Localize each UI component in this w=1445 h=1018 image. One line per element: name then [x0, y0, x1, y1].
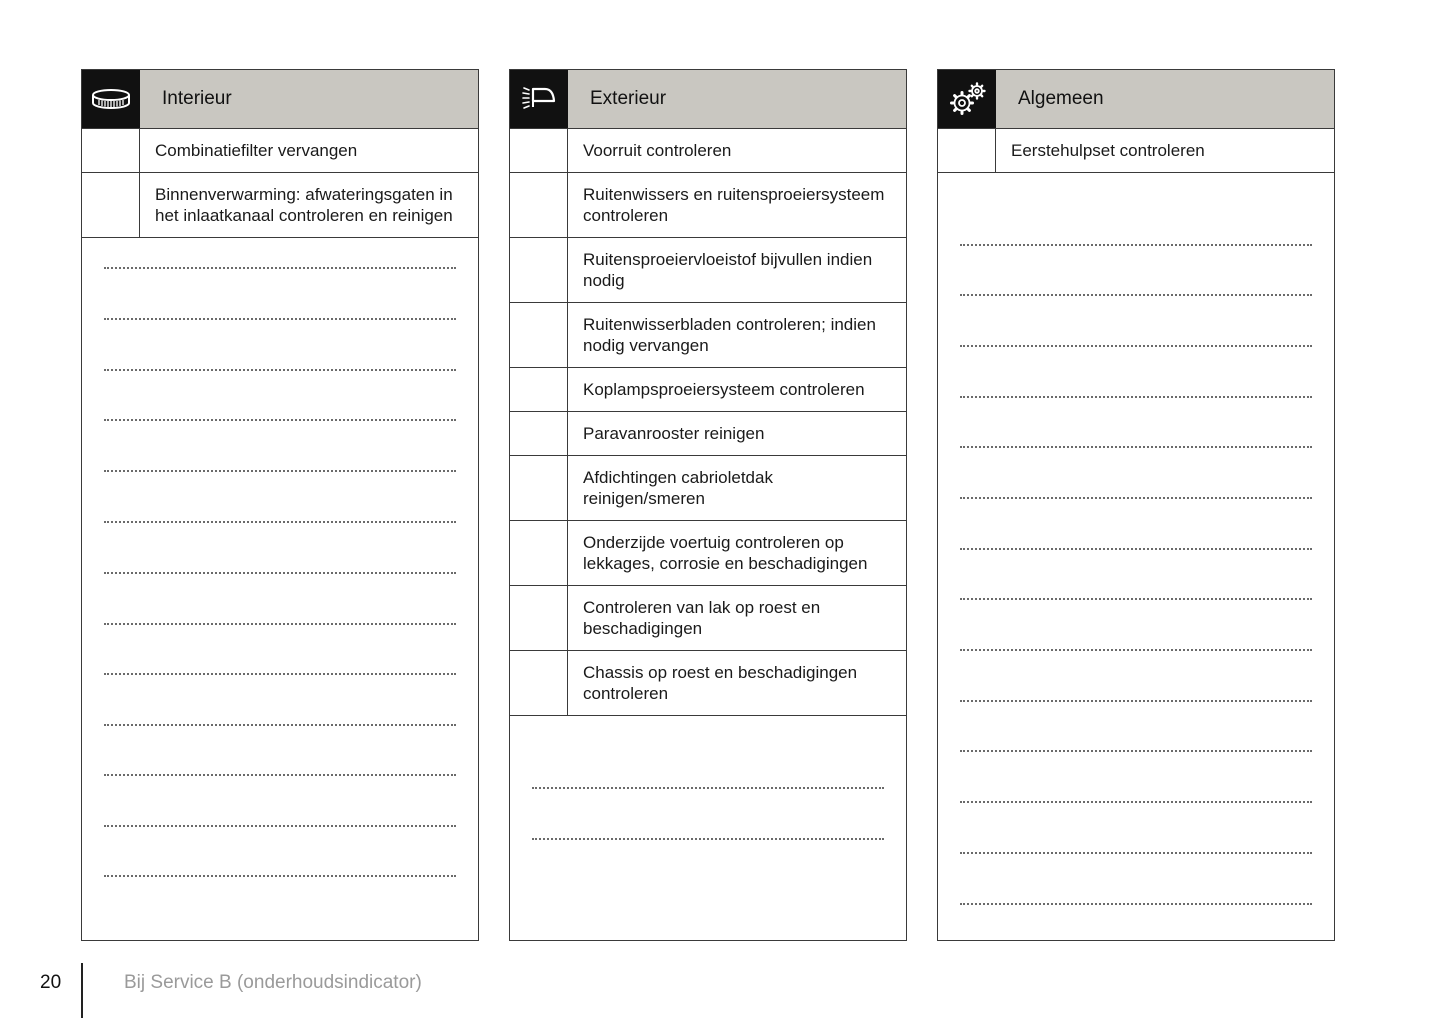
checkbox-cell[interactable]	[510, 303, 568, 367]
checklist-row	[510, 368, 906, 412]
note-line	[104, 623, 456, 625]
checkbox-cell[interactable]	[510, 238, 568, 302]
checkbox-cell[interactable]	[82, 173, 140, 237]
note-line	[960, 396, 1312, 398]
note-line	[960, 446, 1312, 448]
note-line	[532, 838, 884, 840]
note-line	[960, 852, 1312, 854]
note-line	[960, 598, 1312, 600]
task-label: Koplampsproeiersysteem controleren	[583, 380, 865, 399]
note-line	[960, 244, 1312, 246]
note-line	[104, 521, 456, 523]
task-label: Onderzijde voertuig controleren op lekkages, corrosie en beschadigingen	[583, 533, 868, 573]
panel-header	[82, 70, 478, 129]
note-line	[960, 294, 1312, 296]
note-line	[960, 903, 1312, 905]
note-line	[960, 548, 1312, 550]
note-line	[104, 267, 456, 269]
panel-title: Interieur	[140, 70, 478, 128]
note-line	[104, 419, 456, 421]
task-label: Ruitensproeiervloeistof bijvullen indien nodig	[583, 250, 873, 290]
task-label: Chassis op roest en beschadigingen controleren	[583, 663, 858, 703]
task-label: Eerstehulpset controleren	[1011, 141, 1205, 160]
checklist-row	[510, 456, 906, 521]
task-label: Voorruit controleren	[583, 141, 732, 160]
checkbox-cell[interactable]	[510, 368, 568, 411]
note-line	[960, 750, 1312, 752]
checkbox-cell[interactable]	[510, 129, 568, 172]
checklist-row	[510, 173, 906, 238]
panel-interieur	[81, 69, 479, 941]
panel-exterieur	[509, 69, 907, 941]
note-line	[960, 700, 1312, 702]
task-label: Ruitenwisserbladen controleren; indien nodig vervangen	[583, 315, 876, 355]
checklist-row	[510, 129, 906, 173]
note-line	[104, 774, 456, 776]
task-label: Afdichtingen cabrioletdak reinigen/smeren	[583, 468, 773, 508]
checkbox-cell[interactable]	[510, 521, 568, 585]
gears-icon	[938, 70, 996, 128]
checklist-row	[82, 129, 478, 173]
checklist-row	[938, 129, 1334, 173]
checklist-row	[510, 651, 906, 716]
checkbox-cell[interactable]	[510, 173, 568, 237]
section-title: Bij Service B (onderhoudsindicator)	[124, 972, 422, 993]
panel-header	[510, 70, 906, 129]
checkbox-cell[interactable]	[510, 456, 568, 520]
checkbox-cell[interactable]	[510, 586, 568, 650]
task-label: Binnenverwarming: afwateringsgaten in het inlaatkanaal controleren en reinigen	[155, 185, 453, 225]
checklist-row	[510, 238, 906, 303]
task-label: Paravanrooster reinigen	[583, 424, 765, 443]
footer-divider	[81, 963, 83, 1018]
checkbox-cell[interactable]	[938, 129, 996, 172]
note-line	[532, 787, 884, 789]
note-line	[960, 801, 1312, 803]
panel-algemeen	[937, 69, 1335, 941]
task-label: Controleren van lak op roest en beschadigingen	[583, 598, 821, 638]
note-line	[104, 875, 456, 877]
checklist-row	[510, 412, 906, 456]
note-line	[960, 345, 1312, 347]
task-label: Ruitenwissers en ruitensproeiersysteem controleren	[583, 185, 885, 225]
note-line	[960, 497, 1312, 499]
note-line	[104, 724, 456, 726]
checklist-row	[510, 303, 906, 368]
note-line	[104, 318, 456, 320]
panel-title: Exterieur	[568, 70, 906, 128]
task-label: Combinatiefilter vervangen	[155, 141, 358, 160]
note-line	[104, 572, 456, 574]
air-filter-icon	[82, 70, 140, 128]
note-line	[104, 470, 456, 472]
note-line	[960, 649, 1312, 651]
checklist-row	[510, 521, 906, 586]
headlamp-washer-icon	[510, 70, 568, 128]
checkbox-cell[interactable]	[510, 412, 568, 455]
note-line	[104, 825, 456, 827]
checklist-row	[510, 586, 906, 651]
note-line	[104, 673, 456, 675]
checkbox-cell[interactable]	[82, 129, 140, 172]
panel-header	[938, 70, 1334, 129]
checkbox-cell[interactable]	[510, 651, 568, 715]
panel-title: Algemeen	[996, 70, 1334, 128]
note-line	[104, 369, 456, 371]
page-number: 20	[40, 972, 62, 993]
checklist-row	[82, 173, 478, 238]
